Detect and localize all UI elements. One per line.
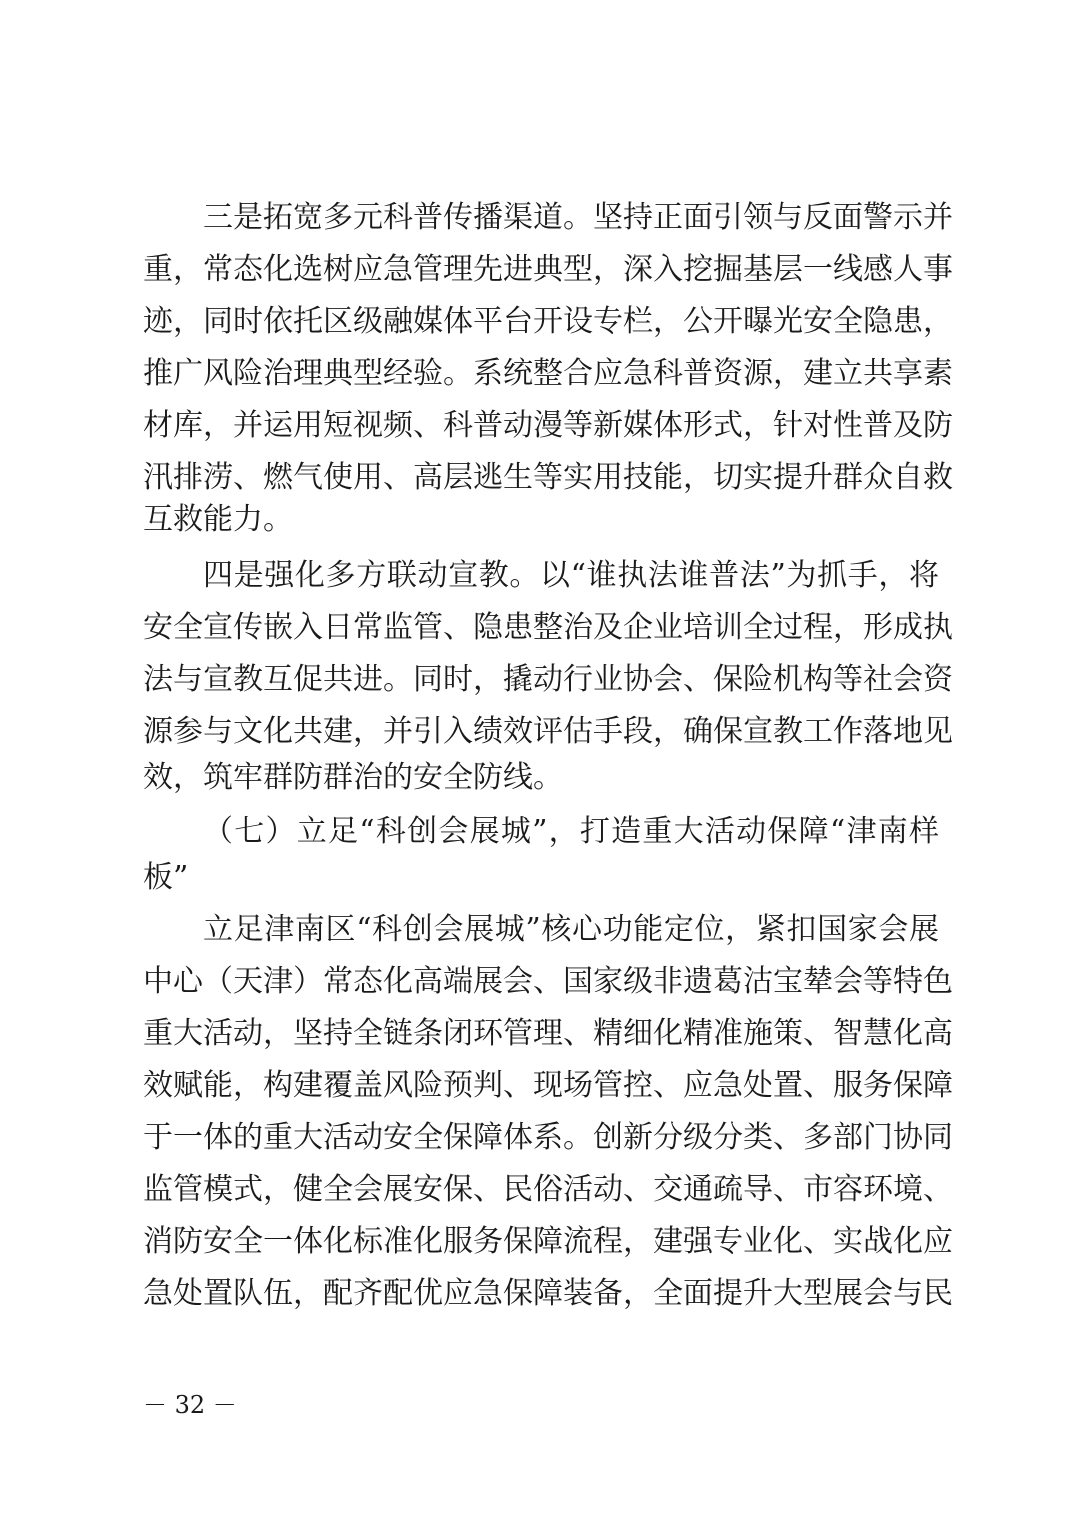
section-heading-line-2: 板” <box>143 860 189 895</box>
paragraph-3-line-4: 推广风险治理典型经验。系统整合应急科普资源，建立共享素 <box>143 356 953 391</box>
section-heading-line-1: （七）立足“科创会展城”，打造重大活动保障“津南样 <box>203 814 939 849</box>
paragraph-3-line-5: 材库，并运用短视频、科普动漫等新媒体形式，针对性普及防 <box>143 408 953 443</box>
paragraph-3-line-2: 重，常态化选树应急管理先进典型，深入挖掘基层一线感人事 <box>143 252 953 287</box>
paragraph-4-line-3: 法与宣教互促共进。同时，撬动行业协会、保险机构等社会资 <box>143 662 953 697</box>
paragraph-5-line-4: 效赋能，构建覆盖风险预判、现场管控、应急处置、服务保障 <box>143 1068 953 1103</box>
paragraph-4-line-4: 源参与文化共建，并引入绩效评估手段，确保宣教工作落地见 <box>143 714 953 749</box>
paragraph-3-line-1: 三是拓宽多元科普传播渠道。坚持正面引领与反面警示并 <box>203 200 953 235</box>
paragraph-5-line-6: 监管模式，健全会展安保、民俗活动、交通疏导、市容环境、 <box>143 1172 953 1207</box>
page-number: － 32 － <box>143 1391 237 1419</box>
paragraph-5-line-1: 立足津南区“科创会展城”核心功能定位，紧扣国家会展 <box>203 912 939 947</box>
paragraph-5-line-8: 急处置队伍，配齐配优应急保障装备，全面提升大型展会与民 <box>143 1276 953 1311</box>
paragraph-4-line-2: 安全宣传嵌入日常监管、隐患整治及企业培训全过程，形成执 <box>143 610 953 645</box>
paragraph-5-line-7: 消防安全一体化标准化服务保障流程，建强专业化、实战化应 <box>143 1224 953 1259</box>
paragraph-5-line-2: 中心（天津）常态化高端展会、国家级非遗葛沽宝辇会等特色 <box>143 964 953 999</box>
paragraph-3-line-3: 迹，同时依托区级融媒体平台开设专栏，公开曝光安全隐患， <box>143 304 953 339</box>
paragraph-5-line-5: 于一体的重大活动安全保障体系。创新分级分类、多部门协同 <box>143 1120 953 1155</box>
paragraph-3-line-6: 汛排涝、燃气使用、高层逃生等实用技能，切实提升群众自救 <box>143 460 953 495</box>
paragraph-3-line-7: 互救能力。 <box>143 502 293 537</box>
paragraph-5-line-3: 重大活动，坚持全链条闭环管理、精细化精准施策、智慧化高 <box>143 1016 953 1051</box>
paragraph-4-line-1: 四是强化多方联动宣教。以“谁执法谁普法”为抓手，将 <box>203 558 939 593</box>
paragraph-4-line-5: 效，筑牢群防群治的安全防线。 <box>143 760 563 795</box>
